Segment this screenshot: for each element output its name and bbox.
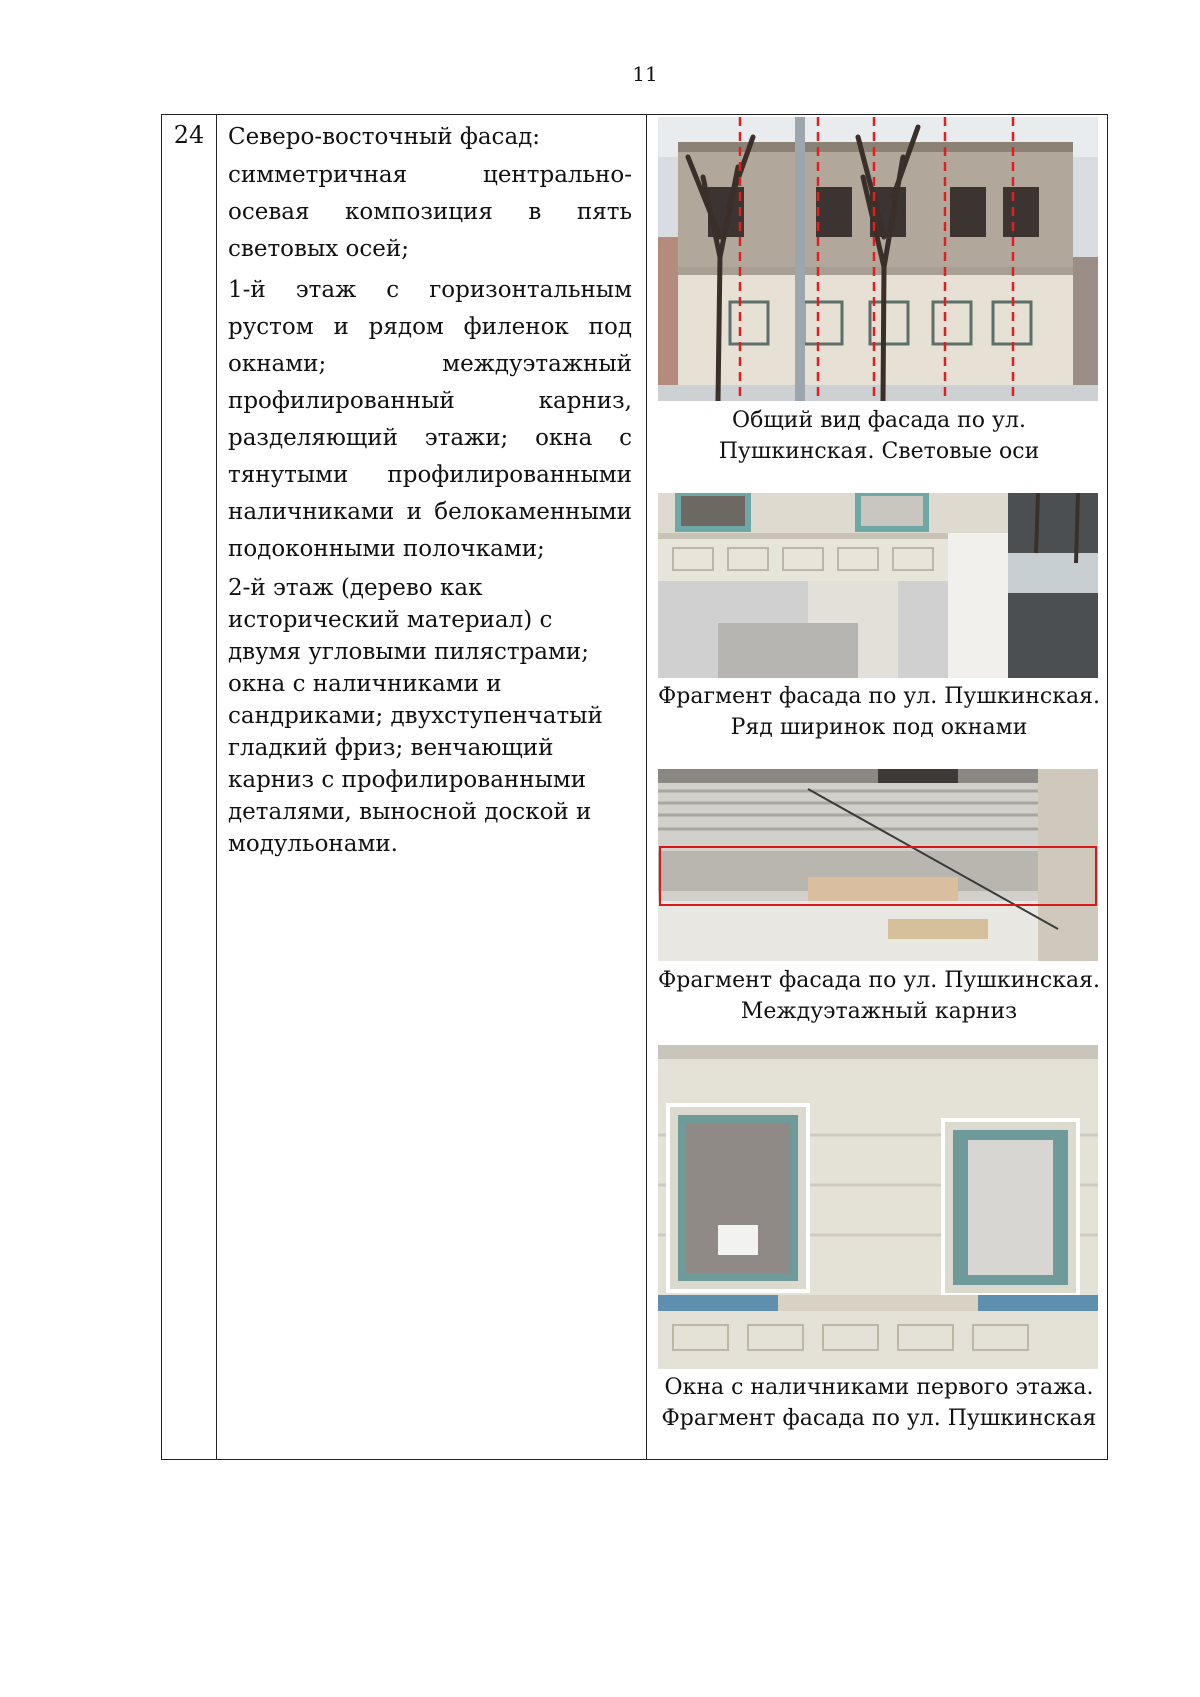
description-table (161, 114, 1108, 1460)
photo-caption (648, 965, 1110, 1027)
panels-fragment-photo (658, 493, 1098, 678)
row-number: 24 (173, 121, 205, 149)
caption-line: Фрагмент фасада по ул. Пушкинская (661, 1406, 1097, 1431)
description-paragraph: 2-й этаж (дерево как исторический материал) с двумя угловыми пилястрами; окна с наличниками и сандриками; двухступенчатый гладкий фриз; венчающий карниз с профилированными деталями, выносной доской и модульонами. (228, 575, 603, 857)
facade-description (228, 121, 632, 864)
photo-caption (648, 405, 1110, 467)
caption-line: Фрагмент фасада по ул. Пушкинская. (658, 684, 1100, 709)
caption-line: Окна с наличниками первого этажа. (664, 1375, 1094, 1400)
caption-line: Ряд ширинок под окнами (730, 715, 1028, 740)
photo-caption (648, 1372, 1110, 1434)
page-number: 11 (632, 62, 658, 86)
caption-line: Междуэтажный карниз (740, 999, 1018, 1024)
column-divider (216, 115, 217, 1459)
caption-line: Фрагмент фасада по ул. Пушкинская. (658, 968, 1100, 993)
description-paragraph: симметричная центрально-осевая композиция в пять световых осей; (228, 162, 632, 262)
column-divider (646, 115, 647, 1459)
photo-caption (648, 681, 1110, 743)
caption-line: Общий вид фасада по ул. (732, 408, 1026, 433)
description-title: Северо-восточный фасад: (228, 124, 541, 150)
facade-overview-photo (658, 117, 1098, 401)
caption-line: Пушкинская. Световые оси (718, 439, 1040, 464)
cornice-fragment-photo (658, 769, 1098, 961)
first-floor-windows-photo (658, 1045, 1098, 1369)
description-paragraph: 1-й этаж с горизонтальным рустом и рядом филенок под окнами; междуэтажный профилированный карниз, разделяющий этажи; окна с тянутыми профилированными наличниками и белокаменными подоконными полочками; (228, 277, 632, 562)
